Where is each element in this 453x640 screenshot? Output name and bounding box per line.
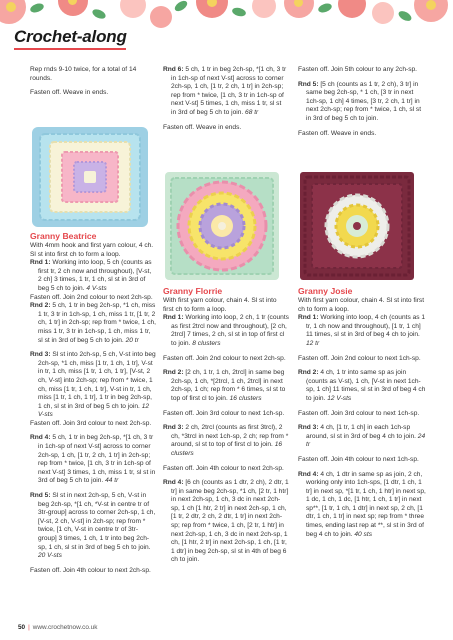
round-2: Rnd 2: [2 ch, 1 tr, 1 ch, 2trcl] in same beg 2ch-sp, 1 ch, *[2trcl, 1 ch, 2trcl] in next 2ch-sp, 1 ch; rep from * 6 times, sl st to top of first cl to join. 16 clusters — [163, 369, 286, 402]
round-3: Rnd 3: 4 ch, [1 tr, 1 ch] in each 1ch-sp around, sl st in 3rd of beg 4 ch to join. 24 tr — [298, 424, 426, 449]
fasten-text: Fasten off. Join 4th colour to next 2ch-sp. — [30, 566, 151, 574]
page-number: 50 — [18, 624, 26, 631]
fasten-text: Fasten off. Weave in ends. — [298, 129, 377, 137]
round-3: Rnd 3: Sl st into 2ch-sp, 5 ch, V-st into beg 2ch-sp, *1 ch, miss [1 tr, 1 ch, 1 tr], V-st in tr, 1 ch, miss [1 tr, 1 ch, 1 tr], [V-st, 2 ch, V-st] into 2ch-sp; rep from * twice, 1 ch, miss [1 tr, 1 ch, 1 tr], V-st in tr, 1 ch, miss [1 tr, 1 ch, 1 tr], 1 tr in beg 2ch-sp, 1 ch, sl st in 3rd of beg 5 ch to join. 12 V-sts — [30, 351, 156, 419]
page-header — [0, 0, 453, 52]
leaf-decoration — [91, 7, 107, 20]
leaf-decoration — [317, 2, 333, 14]
flower-decoration — [338, 0, 366, 18]
round-1: Rnd 1: Working into loop, 5 ch (counts as first tr, 2 ch now and throughout), [V-st, 2 ch] 3 times, 1 tr, 1 ch, sl st in 3rd of beg 5 ch to join. 4 V-sts — [30, 259, 152, 292]
pattern-title-josie: Granny Josie — [298, 286, 353, 296]
round-5: Rnd 5: Sl st in next 2ch-sp, 5 ch, V-st in beg 2ch-sp, *[1 ch, *V-st in centre tr of 3tr-group] across to corner 2ch-sp, 1 ch, [V-st, 2 ch, V-st] in 2ch-sp; rep from * twice, [1 ch, V-st in centre tr of 3tr-group] 3 times, 1 ch, 1 tr into beg 2ch-sp, 1 ch, sl st in 3rd of beg 5 ch to join. 20 V-sts — [30, 492, 156, 560]
flower-decoration — [252, 0, 276, 18]
fasten-text: Fasten off. Join 3rd colour to next 2ch-sp. — [30, 419, 152, 427]
title-underline — [14, 48, 126, 50]
fasten-text: Fasten off. Join 4th colour to next 1ch-sp. — [298, 455, 419, 463]
footer-url[interactable]: www.crochetnow.co.uk — [32, 624, 98, 631]
fasten-text: Fasten off. Join 2nd colour to next 1ch-sp. — [298, 354, 421, 362]
round-4: Rnd 4: [6 ch (counts as 1 dtr, 2 ch), 2 dtr, 1 tr] in same beg 2ch-sp, *1 ch, [2 tr, 1 htr] in next 2ch-sp, 1 ch, 3 dc in next 2ch-sp, 1 ch [1 htr, 2 tr] in next 2ch-sp, 1 ch, [1 tr, 2 dtr, 2 ch, 2 dtr, 1 tr] in next 2ch-sp; rep from * twice, 1 ch, [2 tr, 1 htr] in next 2ch-sp, 1 ch, 3 dc in next 2ch-sp, 1 ch, [1 htr, 2 tr] in next 2ch-sp, 1 ch, [1 tr, 1 dtr] in beg 2ch-sp, sl st in 4th of beg 6 ch to join. — [163, 479, 289, 564]
intro-text: With first yarn colour, chain 4. Sl st into first ch to form a loop. — [298, 297, 425, 313]
fasten-text: Fasten off. Join 4th colour to next 2ch-sp. — [163, 464, 284, 472]
intro-text: With 4mm hook and first yarn colour, 4 ch. Sl st into first ch to form a loop. — [30, 242, 154, 258]
column-middle-pattern — [163, 286, 289, 571]
round-2: Rnd 2: 4 ch, 1 tr into same sp as join (counts as V-st), 1 ch, [V-st in next 1ch-sp, 1 ch] 11 times, sl st in 3rd of beg 4 ch to join. 12 V-sts — [298, 369, 426, 402]
fasten-text: Fasten off. Join 3rd colour to next 1ch-sp. — [298, 409, 420, 417]
round-6: Rnd 6: 5 ch, 1 tr in beg 2ch-sp, *[1 ch, 3 tr in 1ch-sp of next V-st] across to corner 2ch-sp, 1 ch, [1 tr, 2 ch, 1 tr] in 2ch-sp; rep from * twice, [1 ch, 3 tr in 1ch-sp of next V-st] 5 times, 1 ch, miss 1 tr, sl st in 3rd of beg 5 ch to join. 68 tr — [163, 66, 287, 116]
round-1: Rnd 1: Working into loop, 2 ch, 1 tr (counts as first 2trcl now and throughout), [2 ch, 2trcl] 7 times, 2 ch, sl st in top of first cl to join. 8 clusters — [163, 314, 289, 347]
column-left — [30, 66, 154, 104]
fasten-text: Fasten off. Join 2nd colour to next 2ch-sp. — [30, 293, 153, 301]
round-1: Rnd 1: Working into loop, 4 ch (counts as 1 tr, 1 ch now and throughout), [1 tr, 1 ch] 11 times, sl st in 3rd of beg 4 ch to join. 12 tr — [298, 314, 426, 347]
column-middle — [163, 66, 287, 138]
leaf-decoration — [397, 9, 413, 23]
fasten-text: Fasten off. Join 3rd colour to next 1ch-sp. — [163, 409, 285, 417]
round-2: Rnd 2: 5 ch, 1 tr in beg 2ch-sp, *1 ch, miss 1 tr, 3 tr in 1ch-sp, 1 ch, miss 1 tr, [1 tr, 2 ch, 1 tr] in 2ch-sp; rep from * twice, 1 ch, miss 1 tr, 3 tr in 1ch-sp, 1 ch, miss 1 tr, sl st in 3rd of beg 5 ch to join. 20 tr — [30, 302, 156, 344]
pattern-title-beatrice: Granny Beatrice — [30, 231, 97, 241]
flower-decoration — [120, 0, 146, 18]
fasten-text: Fasten off. Weave in ends. — [163, 123, 242, 131]
flower-decoration — [6, 2, 16, 12]
intro-text: With first yarn colour, chain 4. Sl st into first ch to form a loop. — [163, 297, 277, 313]
granny-florrie-swatch — [163, 170, 281, 282]
fasten-text: Fasten off. Join 2nd colour to next 2ch-sp. — [163, 354, 286, 362]
round-4: Rnd 4: 4 ch, 1 dtr in same sp as join, 2 ch, working only into 1ch-sps, [1 dtr, 1 ch, 1 tr] in next sp, *[1 tr, 1 ch, 1 htr] in next sp, 1 dc, 1 ch, 1 dc, [1 htr, 1 ch, 1 tr] in next sp**, [1 tr, 1 ch, 1 dtr] in next sp, 2 ch, [1 dtr, 1 ch, 1 tr] in next sp; rep from * three times, ending last rep at **, sl st in 3rd of beg 4 ch to join. 40 sts — [298, 470, 426, 538]
page-footer — [18, 624, 97, 631]
flower-decoration — [150, 6, 172, 28]
leaf-decoration — [173, 0, 189, 13]
flower-decoration — [426, 0, 436, 10]
column-left-pattern — [30, 231, 156, 581]
round-3: Rnd 3: 2 ch, 2trcl (counts as first 3trcl), 2 ch, *3trcl in next 1ch-sp, 2 ch; rep from * around, sl st to top of first cl to join. 16 clusters — [163, 424, 289, 457]
page-title: Crochet-along — [14, 27, 127, 46]
column-right — [298, 66, 426, 144]
fasten-text: Fasten off. Join 5th colour to any 2ch-sp. — [298, 66, 417, 73]
column-right-pattern — [298, 286, 426, 545]
paragraph: Rep rnds 9-10 twice, for a total of 14 rounds. — [30, 66, 137, 82]
round-5: Rnd 5: [5 ch (counts as 1 tr, 2 ch), 3 tr] in same beg 2ch-sp, * 1 ch, [3 tr in next 1ch-sp, 1 ch] 4 times, [3 tr, 2 ch, 1 tr] in next 2ch-sp; rep from * twice, 1 ch, sl st in 3rd of beg 5 ch to join. — [298, 80, 422, 122]
pattern-title-florrie: Granny Florrie — [163, 286, 223, 296]
round-4: Rnd 4: 5 ch, 1 tr in beg 2ch-sp, *[1 ch, 3 tr in 1ch-sp of next V-st] across to corner 2ch-sp, 1 ch, [1 tr, 2 ch, 1 tr] in 2ch-sp; rep from * twice, [1 ch, 3 tr in 1ch-sp of next V-st] 3 times, 1 ch, miss 1 tr, sl st in 3rd of beg 5 ch to join. 44 tr — [30, 434, 156, 485]
leaf-decoration — [29, 2, 45, 14]
paragraph: Fasten off. Weave in ends. — [30, 89, 109, 97]
granny-beatrice-swatch — [30, 126, 150, 228]
footer-separator: | — [28, 624, 30, 631]
leaf-decoration — [231, 6, 247, 17]
flower-decoration — [372, 2, 394, 24]
granny-josie-swatch — [298, 170, 416, 282]
